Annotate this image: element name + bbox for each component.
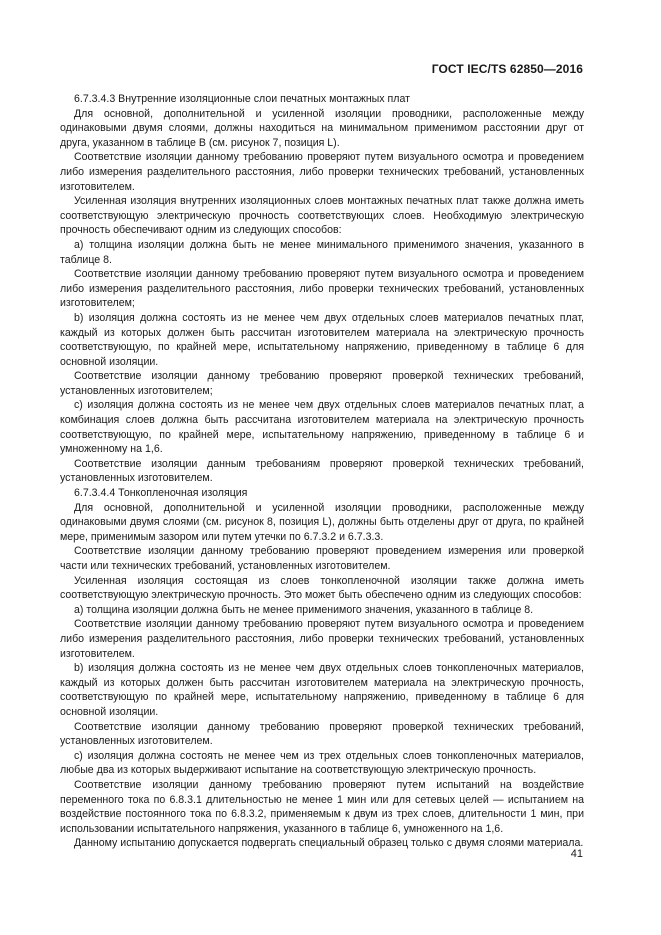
paragraph: Соответствие изоляции данному требованию проверяют проведением измерения или проверкой части или технических требований, установленных изготовителем. <box>60 545 584 572</box>
paragraph: 6.7.3.4.3 Внутренние изоляционные слои печатных монтажных плат <box>74 93 410 105</box>
paragraph: b) изоляция должна состоять из не менее чем двух отдельных слоев тонкопленочных материалов, каждый из которых должен быть рассчитан изготовителем материала на электрическую прочность, соответствующую по крайней мере, испытательному напряжению, приведенному в таблице 6 для основной изоляции. <box>60 662 584 718</box>
paragraph: Для основной, дополнительной и усиленной изоляции проводники, расположенные между одинаковыми двумя слоями (см. рисунок 8, позиция L), должны быть отделены друг от друга, по крайней мере, применимым зазором или путем утечки по 6.7.3.2 и 6.7.3.3. <box>60 501 584 543</box>
paragraph: Данному испытанию допускается подвергать специальный образец только с двумя слоями материала. <box>74 837 584 850</box>
page-number: 41 <box>570 848 583 860</box>
paragraph: Усиленная изоляция состоящая из слоев тонкопленочной изоляции также должна иметь соответствующую электрическую прочность. Это может быть обеспечено одним из следующих способов: <box>60 574 584 602</box>
paragraph: с) изоляция должна состоять не менее чем из трех отдельных слоев тонкопленочных материалов, любые два из которых выдерживают испытание на соответствующую электрическую прочность. <box>60 749 584 777</box>
paragraph: а) толщина изоляции должна быть не менее минимального применимого значения, указанного в таблице 8. <box>60 238 584 266</box>
paragraph: Соответствие изоляции данному требованию проверяют проверкой технических требований, установленных изготовителем; <box>60 370 584 397</box>
paragraph: Усиленная изоляция внутренних изоляционных слоев монтажных печатных плат также должна иметь соответствующую электрическую прочность соответствующих слоев. Необходимую электрическую прочность обеспечивают одним из следующих способов: <box>60 195 584 237</box>
document-body <box>60 92 584 851</box>
paragraph: Соответствие изоляции данному требованию проверяют проверкой технических требований, установленных изготовителем. <box>60 720 584 748</box>
paragraph: 6.7.3.4.4 Тонкопленочная изоляция <box>74 487 248 500</box>
document-header: ГОСТ IEC/TS 62850—2016 <box>431 62 583 76</box>
paragraph: а) толщина изоляции должна быть не менее применимого значения, указанного в таблице 8. <box>74 603 534 616</box>
paragraph: Соответствие изоляции данному требованию проверяют путем испытаний на воздействие переменного тока по 6.8.3.1 длительностью не менее 1 мин или для сетевых целей — испытанием на воздействие постоянного тока по 6.8.3.2, применяемым к двум из трех слоев, длительности 1 мин, при использовании испытательного напряжения, указанного в таблице 6, умноженного на 1,6. <box>60 778 584 835</box>
paragraph: Для основной, дополнительной и усиленной изоляции проводники, расположенные между одинаковыми двумя слоями, должны находиться на минимальном применимом расстоянии друг от друга, указанном в таблице В (см. рисунок 7, позиция L). <box>60 107 584 149</box>
paragraph: с) изоляция должна состоять из не менее чем двух отдельных слоев материалов печатных плат, а комбинация слоев должна быть рассчитана изготовителем материала на электрическую прочность соответствующую, по крайней мере, испытательному напряжению, приведенному в таблице 6 и умноженному на 1,6. <box>60 399 584 456</box>
paragraph: Соответствие изоляции данным требованиям проверяют проверкой технических требований, установленных изготовителем. <box>60 457 584 485</box>
paragraph: Соответствие изоляции данному требованию проверяют путем визуального осмотра и проведением либо измерения разделительного расстояния, либо проверки технических требований, установленных изготовителем; <box>60 268 584 310</box>
paragraph: Соответствие изоляции данному требованию проверяют путем визуального осмотра и проведением либо измерения разделительного расстояния, либо проверки технических требований, установленных изготовителем. <box>60 618 584 660</box>
paragraph: Соответствие изоляции данному требованию проверяют путем визуального осмотра и проведением либо измерения разделительного расстояния, либо проверки технических требований, установленных изготовителем. <box>60 151 584 193</box>
paragraph: b) изоляция должна состоять из не менее чем двух отдельных слоев материалов печатных плат, каждый из которых должен быть рассчитан изготовителем материала на электрическую прочность соответствующую, по крайней мере, испытательному напряжению, приведенному в таблице 6 для основной изоляции. <box>60 311 584 368</box>
